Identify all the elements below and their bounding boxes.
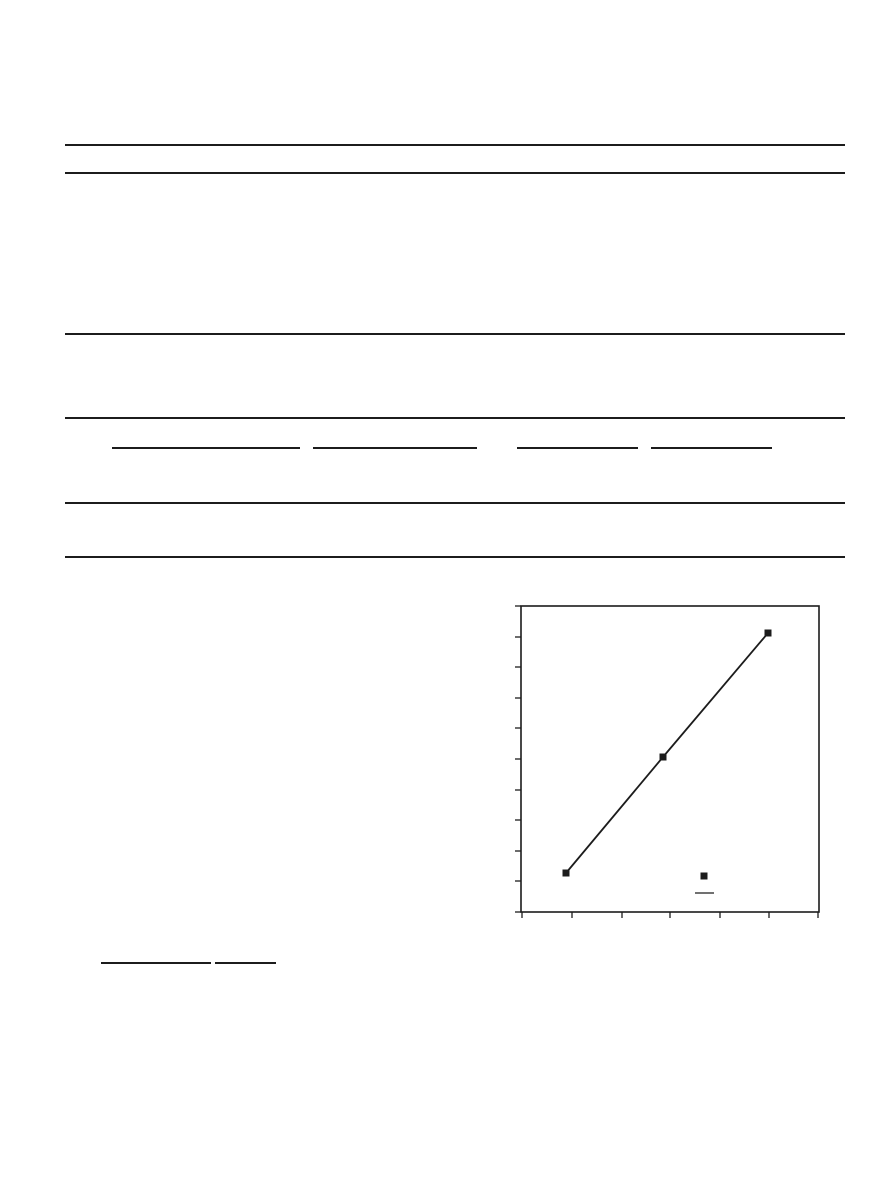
- series-line: [566, 633, 768, 873]
- chart-canvas: [515, 606, 819, 918]
- series-marker-square: [660, 754, 667, 761]
- series-marker-square: [765, 630, 772, 637]
- legend-marker-square: [701, 873, 708, 880]
- plot-border: [521, 606, 819, 912]
- series-marker-square: [563, 870, 570, 877]
